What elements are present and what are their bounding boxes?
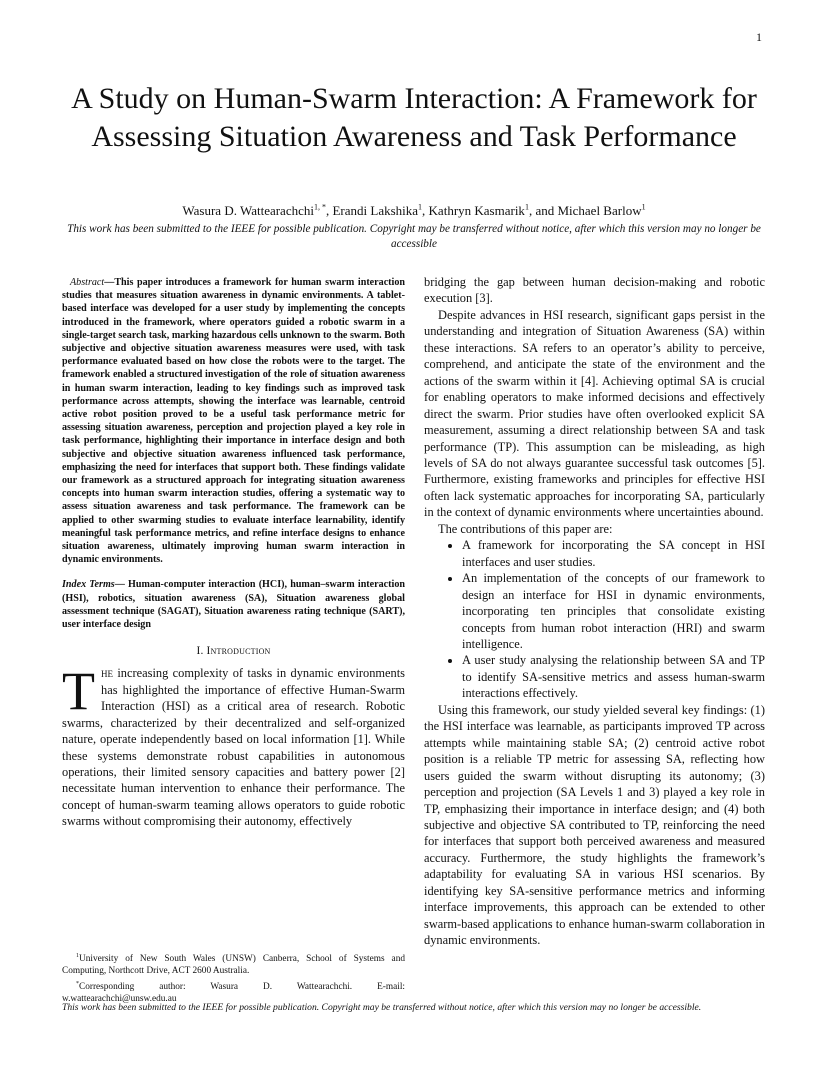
intro-smallcaps: he [101, 666, 113, 681]
author-list [40, 203, 788, 219]
list-item: • A user study analysing the relationship between SA and TP to identify SA-sensitive metrics and assess human-swarm interactions effectively. [462, 652, 765, 701]
author-4: Michael Barlow$^1$ [557, 203, 646, 219]
author-2: Erandi Lakshika$^1$, [332, 203, 429, 219]
list-item: • An implementation of the concepts of our framework to design an interface for HSI in dynamic environments, incorporating ten principles that consolidate existing concepts from human robot interaction (HRI) and swarm intelligence. [462, 570, 765, 652]
intro-text: increasing complexity of tasks in dynamic environments has highlighted the importance of effective Human-Swarm Interaction (HSI) as a critical area of research. Robotic swarms, characterized by their decentralized and self-organized nature, operate independently based on local information [1]. While these systems demonstrate robust capabilities in autonomous operations, their limited sensory capacities and battery power [2] necessitate human intervention to enhance their performance. The concept of human-swarm teaming allows operators to guide robotic swarms without compromising their autonomy, effectively [62, 666, 405, 829]
drop-cap: T [62, 661, 95, 722]
paragraph-sa-gaps: Despite advances in HSI research, significant gaps persist in the understanding and integration of Situation Awareness (SA) within these interactions. SA refers to an operator’s ability to perceive, comprehend, and anticipate the state of the environment and the actions of the swarm within it [4]. Achieving optimal SA is crucial for enabling operators to make informed decisions and effectively direct the swarm. Prior studies have often overlooked explicit SA measurement, assuming a direct relationship between SA and task performance (TP). This assumption can be misleading, as high levels of SA do not always guarantee successful task outcomes [5]. Furthermore, existing frameworks and principles for effective HSI often lack systematic approaches for incorporating SA, particularly in the context of dynamic environments where uncertainties abound. [424, 307, 765, 520]
index-terms [62, 578, 405, 631]
right-column [424, 274, 765, 949]
submission-notice-top: This work has been submitted to the IEEE for possible publication. Copyright may be transferred without notice, after which this version may no longer be accessible [67, 223, 761, 250]
submission-notice-bottom: This work has been submitted to the IEEE for possible publication. Copyright may be transferred without notice, after which this version may no longer be accessible. [62, 1002, 702, 1013]
contributions-list [424, 537, 765, 702]
section-heading-introduction: I. Introduction [196, 645, 271, 658]
left-column [62, 276, 405, 830]
author-3: Kathryn Kasmarik$^1$, and [428, 203, 558, 219]
paragraph-contributions-intro: The contributions of this paper are: [438, 521, 613, 536]
list-item: • A framework for incorporating the SA concept in HSI interfaces and user studies. [462, 537, 765, 570]
abstract-lead: Abstract [70, 277, 105, 288]
author-1: Wasura D. Wattearachchi$^{1, *}$, [182, 203, 333, 219]
abstract-text: —This paper introduces a framework for human swarm interaction studies that measures situation awareness in dynamic environments. A tablet-based interface was developed for a user study by implementing the concepts introduced in the framework, where operators guided a robotic swarm in a single-target search task, marking hazardous cells unknown to the swarm. Both subjective and objective situation awareness measures were used, with task performance evaluated based on how close the robots were to the target. The framework enabled a structured investigation of the role of situation awareness in human swarm interaction, leading to key findings such as improved task performance across attempts, showing the interface was learnable, centroid active robot position proved to be a useful task performance metric for assessing situation awareness, perception and projection played a key role in task performance, highlighting their importance in interface design and both subjective and objective situation awareness influenced task performance, emphasizing the need for interfaces that support both. These findings validate our framework as a structured approach for integrating situation awareness concepts into human swarm interaction studies, offering a systematic way to assess situation awareness and task performance. The framework can be applied to other swarming studies to evaluate interface learnability, identify meaningful task performance metrics, and refine interface designs to enhance situation awareness, ultimately improving human swarm interaction in dynamic environments. [62, 277, 405, 566]
footnote-corresponding: *Corresponding author: Wasura D. Wattearachchi. E-mail: w.wattearachchi@unsw.edu.au [62, 980, 405, 1004]
paragraph-bridging: bridging the gap between human decision-making and robotic execution [3]. [424, 275, 765, 306]
index-terms-lead: Index Terms [62, 579, 115, 591]
footnotes [62, 950, 405, 1005]
paragraph-findings: Using this framework, our study yielded several key findings: (1) the HSI interface was learnable, as participants improved TP across attempts while maintaining stable SA; (2) centroid active robot position is a reliable TP metric for assessing SA, reflecting how users guided the swarm without disrupting its autonomy; (3) perception and projection (SA Levels 1 and 3) played a key role in TP, emphasizing their importance in interface design; and (4) both subjective and objective SA contributed to TP, reinforcing the need for interfaces that support both perceived awareness and measured accuracy. Furthermore, the study highlights the framework’s adaptability for evaluating SA in various HSI scenarios. By identifying key SA-sensitive performance metrics and informing interface improvements, this approach can be extended to other swarm-based applications to enhance human-swarm collaboration in dynamic environments. [424, 702, 765, 948]
abstract [62, 276, 405, 566]
introduction-paragraph [62, 661, 405, 830]
footnote-affiliation: $^1$University of New South Wales (UNSW) Canberra, School of Systems and Computing, Northcott Drive, ACT 2600 Australia. [62, 953, 405, 977]
page-number: 1 [756, 30, 762, 44]
index-terms-text: — Human-computer interaction (HCI), human–swarm interaction (HSI), robotics, situation awareness (SA), Situation awareness global assessment technique (SAGAT), Situation awareness rating technique (SART), user interface design [62, 579, 405, 631]
paper-title: A Study on Human-Swarm Interaction: A Framework for Assessing Situation Awareness and Task Performance [71, 82, 757, 153]
